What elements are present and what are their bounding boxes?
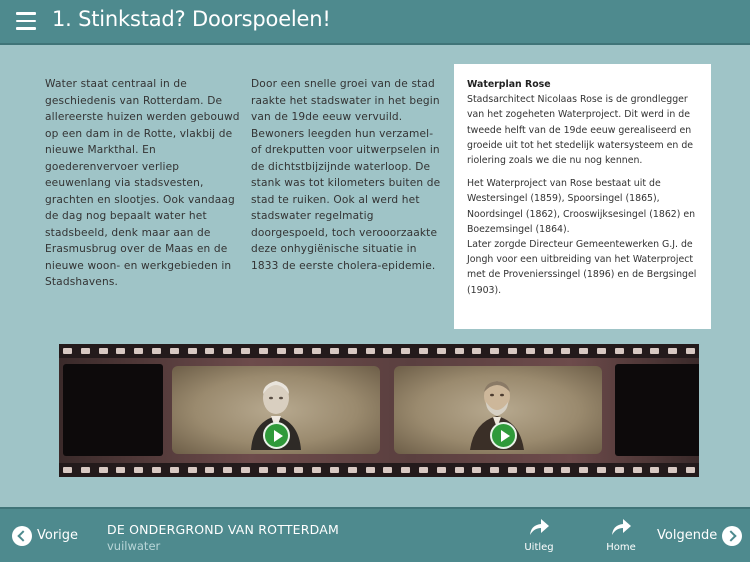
uitleg-label: Uitleg xyxy=(524,542,554,553)
footer-divider xyxy=(0,507,750,509)
video-frame-de-jongh[interactable] xyxy=(394,366,602,454)
panel-paragraph: Het Waterproject van Rose bestaat uit de Westersingel (1859), Spoorsingel (1865), Noordsingel (1862), Crooswijksesingel (1862) en Boezemsingel (1864). xyxy=(467,178,696,235)
uitleg-button[interactable] xyxy=(517,517,561,553)
panel-paragraph: Stadsarchitect Nicolaas Rose is de grondlegger van het zogeheten Waterproject. Dit werd in de tweede helft van de 19de eeuw gerealiseerd en groeide uit tot het stedelijk watersysteem en de riolering zoals we die nu nog kennen. xyxy=(467,94,694,167)
breadcrumb-subtitle: vuilwater xyxy=(107,539,161,553)
film-strip xyxy=(59,344,699,477)
breadcrumb-title: DE ONDERGROND VAN ROTTERDAM xyxy=(107,522,339,537)
play-icon[interactable] xyxy=(490,422,517,449)
play-icon[interactable] xyxy=(263,422,290,449)
next-label: Volgende xyxy=(657,528,718,543)
film-frame-empty xyxy=(615,364,699,456)
film-perforations-top xyxy=(59,346,699,356)
intro-text-column: Water staat centraal in de geschiedenis van Rotterdam. De allereerste huizen werden gebouwd op een dam in de Rotte, vlakbij de nieuwe Markthal. En goederenvervoer verliep eeuwenlang via stadsvesten, grachten en slootjes. Ook vandaag de dag nog bepaalt water het stadsbeeld, denk maar aan de Erasmusbrug over de Maas en de nieuwe woon- en werkgebieden in Stadshavens. xyxy=(45,78,240,288)
next-button[interactable] xyxy=(657,509,742,562)
panel-paragraph: Later zorgde Directeur Gemeentewerken G.J. de Jongh voor een uitbreiding van het Waterproject met de Provenierssingel (1896) en de Bergsingel (1903). xyxy=(467,239,697,296)
share-arrow-icon xyxy=(609,517,633,537)
breadcrumb xyxy=(107,522,339,553)
header-divider xyxy=(0,43,750,45)
waterplan-info-panel xyxy=(454,64,711,329)
history-text-column: Door een snelle groei van de stad raakte het stadswater in het begin van de 19de eeuw vervuild. Bewoners leegden hun verzamel- of drekputten voor uitwerpselen in de dichtstbijzijnde waterloop. De stank was tot kilometers buiten de stad te ruiken. Ook al werd het stadswater regelmatig doorgespoeld, toch verooorzaakte deze onhygiënische situatie in 1833 de eerste cholera-epidemie. xyxy=(251,78,441,272)
previous-label: Vorige xyxy=(37,528,79,543)
footer-bar xyxy=(0,509,750,562)
previous-button[interactable] xyxy=(12,509,78,562)
hamburger-menu-icon[interactable] xyxy=(16,12,36,29)
film-perforations-bottom xyxy=(59,465,699,475)
page-title: 1. Stinkstad? Doorspoelen! xyxy=(52,7,331,31)
chevron-right-icon xyxy=(722,526,742,546)
header-bar xyxy=(0,0,750,43)
home-label: Home xyxy=(606,542,636,553)
chevron-left-icon xyxy=(12,526,32,546)
share-arrow-icon xyxy=(527,517,551,537)
video-frame-rose[interactable] xyxy=(172,366,380,454)
film-frame-empty xyxy=(63,364,163,456)
home-button[interactable] xyxy=(599,517,643,553)
panel-title: Waterplan Rose xyxy=(467,79,551,90)
